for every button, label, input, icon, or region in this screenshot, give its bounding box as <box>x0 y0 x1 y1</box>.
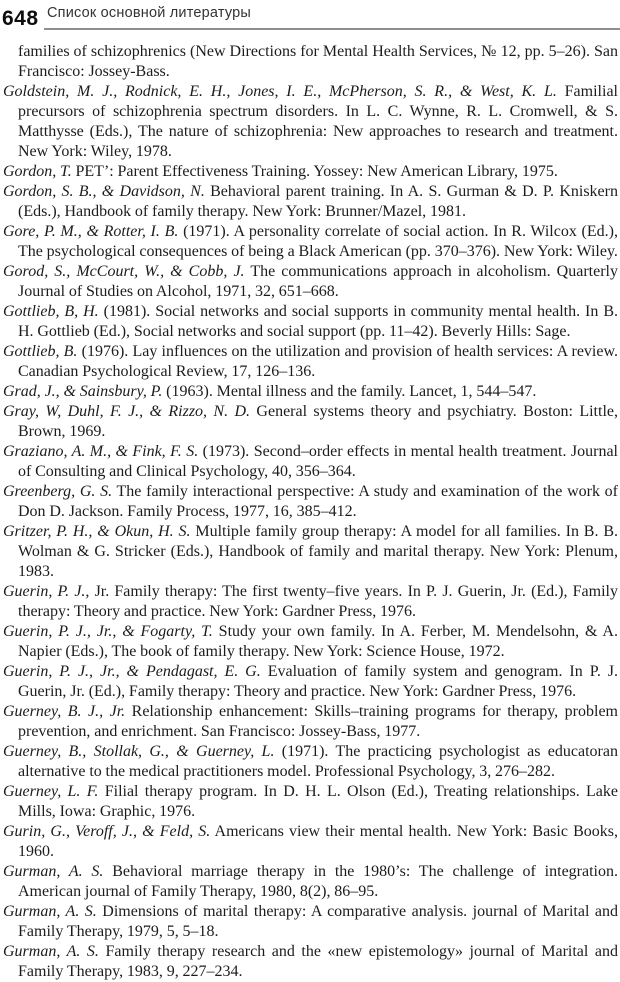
reference-entry: Goldstein, M. J., Rodnick, E. H., Jones, I. E., McPherson, S. R., & West, K. L. Familial precursors of schizophrenia spectrum disorders. In L. C. Wynne, R. L. Cromwell, & S. Matthysse (Eds.), The nature of schizophrenia: New approaches to research and treatment. New York: Wiley, 1978. <box>3 83 618 160</box>
reference-entry: Grad, J., & Sainsbury, P. (1963). Mental illness and the family. Lancet, 1, 544–547. <box>3 383 537 400</box>
reference-entry: Gordon, S. B., & Davidson, N. Behavioral parent training. In A. S. Gurman & D. P. Kniskern (Eds.), Handbook of family therapy. New York: Brunner/Mazel, 1981. <box>3 183 618 220</box>
reference-authors: Goldstein, M. J., Rodnick, E. H., Jones, I. E., McPherson, S. R., & West, K. L. <box>3 83 557 100</box>
header-title: Список основной литературы <box>47 5 252 21</box>
reference-authors: Grad, J., & Sainsbury, P. <box>3 383 163 400</box>
reference-authors: Gurman, A. S. <box>3 943 99 960</box>
reference-authors: Gritzer, P. H., & Okun, H. S. <box>3 523 191 540</box>
reference-authors: Gore, P. M., & Rotter, I. B. <box>3 223 179 240</box>
reference-entry: Gurman, A. S. Family therapy research and the «new epistemology» journal of Marital and Family Therapy, 1983, 9, 227–234. <box>3 943 619 980</box>
reference-authors: Graziano, A. M., & Fink, F. S. <box>3 443 199 460</box>
reference-entry: Graziano, A. M., & Fink, F. S. (1973). Second–order effects in mental health treatment. Journal of Consulting and Clinical Psychology, 40, 356–364. <box>3 443 618 480</box>
reference-authors: Gurin, G., Veroff, J., & Feld, S. <box>3 823 211 840</box>
reference-entry: Gottlieb, B. (1976). Lay influences on the utilization and provision of health services: A review. Canadian Psychological Review, 17, 126–136. <box>3 343 618 380</box>
reference-list <box>0 42 620 982</box>
reference-entry: Guerin, P. J., Jr., & Fogarty, T. Study your own family. In A. Ferber, M. Mendelsohn, & A. Napier (Eds.), The book of family therapy. New York: Science House, 1972. <box>3 623 618 660</box>
reference-entry: Gurman, A. S. Dimensions of marital therapy: A comparative analysis. journal of Marital and Family Therapy, 1979, 5, 5–18. <box>3 903 618 940</box>
reference-entry: Guerney, L. F. Filial therapy program. In D. H. L. Olson (Ed.), Treating relationships. Lake Mills, Iowa: Graphic, 1976. <box>3 783 618 820</box>
header-rule <box>44 5 620 30</box>
reference-authors: Gurman, A. S. <box>3 903 97 920</box>
reference-authors: Gurman, A. S. <box>3 863 104 880</box>
reference-entry: Gorod, S., McCourt, W., & Cobb, J. The communications approach in alcoholism. Quarterly Journal of Studies on Alcohol, 1971, 32, 651–668. <box>3 263 618 300</box>
reference-entry: Gordon, T. PET’: Parent Effectiveness Training. Yossey: New American Library, 1975. <box>3 163 558 180</box>
reference-entry: Gray, W, Duhl, F. J., & Rizzo, N. D. General systems theory and psychiatry. Boston: Little, Brown, 1969. <box>3 403 618 440</box>
reference-authors: Gottlieb, B, H. <box>3 303 99 320</box>
reference-authors: Guerin, P. J., Jr., & Pendagast, E. G. <box>3 663 261 680</box>
reference-authors: Greenberg, G. S. <box>3 483 113 500</box>
page-header <box>0 0 620 30</box>
reference-authors: Gordon, T. <box>3 163 72 180</box>
reference-entry: Gottlieb, B, H. (1981). Social networks and social supports in community mental health. In B. H. Gottlieb (Ed.), Social networks and social support (pp. 11–42). Beverly Hills: Sage. <box>3 303 618 340</box>
reference-entry: Guerin, P. J., Jr. Family therapy: The first twenty–five years. In P. J. Guerin, Jr. (Ed.), Family therapy: Theory and practice. New York: Gardner Press, 1976. <box>3 583 618 620</box>
reference-authors: Gottlieb, B. <box>3 343 78 360</box>
reference-authors: Gordon, S. B., & Davidson, N. <box>3 183 205 200</box>
reference-entry: Greenberg, G. S. The family interactional perspective: A study and examination of the work of Don D. Jackson. Family Process, 1977, 16, 385–412. <box>3 483 618 520</box>
reference-authors: Gorod, S., McCourt, W., & Cobb, J. <box>3 263 245 280</box>
reference-entry: Gurin, G., Veroff, J., & Feld, S. Americans view their mental health. New York: Basic Books, 1960. <box>3 823 619 860</box>
reference-entry: Gurman, A. S. Behavioral marriage therapy in the 1980’s: The challenge of integration. American journal of Family Therapy, 1980, 8(2), 86–95. <box>3 863 618 900</box>
reference-authors: Guerin, P. J., Jr., & Fogarty, T. <box>3 623 213 640</box>
reference-entry: Gore, P. M., & Rotter, I. B. (1971). A personality correlate of social action. In R. Wilcox (Ed.), The psychological consequences of being a Black American (pp. 370–376). New York: Wiley. <box>3 223 618 260</box>
reference-authors: Guerney, B., Stollak, G., & Guerney, L. <box>3 743 275 760</box>
reference-authors: Guerin, P. J., <box>3 583 90 600</box>
reference-entry: Gritzer, P. H., & Okun, H. S. Multiple family group therapy: A model for all families. In B. B. Wolman & G. Stricker (Eds.), Handbook of family and marital therapy. New York: Plenum, 1983. <box>3 523 618 580</box>
reference-authors: Guerney, L. F. <box>3 783 99 800</box>
reference-authors: Gray, W, Duhl, F. J., & Rizzo, N. D. <box>3 403 251 420</box>
reference-entry: Guerney, B., Stollak, G., & Guerney, L. (1971). The practicing psychologist as educatoran alternative to the medical practitioners model. Professional Psychology, 3, 276–282. <box>3 743 618 780</box>
reference-entry: families of schizophrenics (New Directions for Mental Health Services, № 12, pp. 5–26). San Francisco: Jossey-Bass. <box>18 43 618 80</box>
reference-authors: Guerney, B. J., Jr. <box>3 703 126 720</box>
page-number: 648 <box>2 7 39 30</box>
reference-entry: Guerney, B. J., Jr. Relationship enhancement: Skills–training programs for therapy, problem prevention, and enrichment. San Francisco: Jossey-Bass, 1977. <box>3 703 618 740</box>
reference-entry: Guerin, P. J., Jr., & Pendagast, E. G. Evaluation of family system and genogram. In P. J. Guerin, Jr. (Ed.), Family therapy: Theory and practice. New York: Gardner Press, 1976. <box>3 663 619 700</box>
